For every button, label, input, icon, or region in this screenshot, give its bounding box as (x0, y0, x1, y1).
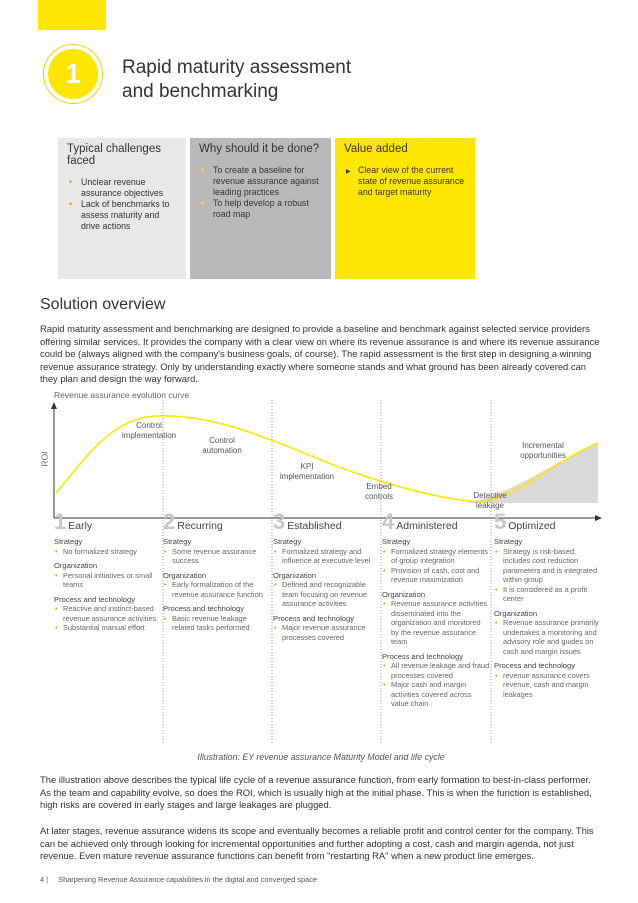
title-line-1: Rapid maturity assessment (122, 57, 352, 78)
stage-name: Established (287, 520, 342, 532)
value-box (335, 138, 475, 279)
organization-item: • Revenue assurance activities disseminated into the organization and monitored by the revenue assurance team (382, 599, 490, 647)
organization-heading: Organization (494, 608, 538, 618)
label-control-automation: Control automation (202, 436, 242, 455)
stage-early (54, 509, 162, 633)
closing-paragraph-1: The illustration above describes the typical life cycle of a revenue assurance function, from early formation to best-in-class performer. As the team and capability evolve, so does the ROI, which is usually high at the initial phase. This is when the function is established, high risks are covered in early stages and large leakages are plugged. (40, 774, 592, 811)
why-box (190, 138, 331, 279)
challenge-item: • Lack of benchmarks to assess maturity and drive actions (67, 199, 177, 232)
stage-number: 2 (163, 509, 176, 534)
process-item: • revenue assurance covers revenue, cash and margin leakages (494, 671, 602, 700)
process-item: • Reactive and instinct-based revenue assurance activities (54, 604, 162, 623)
y-axis-arrow (51, 402, 57, 409)
stage-name: Recurring (177, 520, 223, 532)
process-heading: Process and technology (494, 661, 576, 670)
yellow-tab (38, 0, 106, 30)
stage-administered (382, 509, 490, 709)
organization-heading: Organization (382, 589, 426, 599)
solution-title: Solution overview (40, 296, 166, 313)
stage-recurring (163, 509, 271, 633)
stage-number: 4 (382, 509, 395, 534)
label-detective-leakage: Detective leakage (473, 491, 507, 510)
why-item: • To help develop a robust road map (199, 198, 322, 220)
organization-item: • Personal initiatives or small teams (54, 571, 162, 590)
organization-heading: Organization (163, 570, 207, 580)
organization-item: • Defined and recognizable team focusing on revenue assurance activities (273, 580, 381, 609)
strategy-item: • No formalized strategy (54, 547, 162, 557)
label-control-implementation: Control implementation (121, 421, 177, 440)
label-incremental-opportunities: Incremental opportunities (520, 441, 566, 460)
organization-item: • Early formalization of the revenue assurance function (163, 580, 271, 599)
stage-number: 3 (273, 509, 286, 534)
value-title: Value added (344, 143, 408, 155)
why-title: Why should it be done? (199, 143, 320, 155)
strategy-item: • Provision of cash, cost and revenue maximization (382, 566, 490, 585)
strategy-item: • It is considered as a profit center (494, 585, 602, 604)
challenges-box (58, 138, 186, 279)
organization-heading: Organization (54, 561, 98, 570)
diagram-caption: Illustration: EY revenue assurance Maturity Model and life cycle (197, 752, 445, 762)
roi-label: ROI (39, 451, 50, 467)
process-item: • All revenue leakage and fraud processes covered (382, 661, 490, 680)
strategy-item: • Formalized strategy elements of group integration (382, 547, 490, 566)
footer-text: Sharpening Revenue Assurance capabilities in the digital and converged space (58, 875, 318, 884)
stage-name: Administered (396, 520, 458, 532)
strategy-heading: Strategy (382, 537, 411, 546)
evolution-diagram (36, 388, 606, 762)
title-line-2: and benchmarking (122, 81, 279, 102)
challenges-title: Typical challenges faced (67, 143, 161, 167)
strategy-heading: Strategy (163, 537, 192, 546)
page-footer (40, 875, 317, 884)
page-number: 4 | (40, 875, 49, 884)
process-item: • Basic revenue leakage related tasks performed (163, 614, 271, 633)
process-heading: Process and technology (382, 651, 464, 661)
section-number: 1 (65, 58, 81, 89)
organization-heading: Organization (273, 570, 317, 580)
why-item: • To create a baseline for revenue assurance against leading practices (199, 165, 322, 198)
value-item: ▶ Clear view of the current state of revenue assurance and target maturity (344, 165, 466, 198)
challenge-item: • Unclear revenue assurance objectives (67, 177, 177, 199)
stage-established (273, 509, 381, 642)
process-item: • Substantial manual effort (54, 623, 162, 633)
diagram-title: Revenue assurance evolution curve (54, 390, 190, 400)
label-embed-controls: Embed controls (364, 482, 393, 501)
stage-name: Optimized (508, 520, 556, 532)
strategy-heading: Strategy (54, 537, 83, 546)
closing-paragraph-2: At later stages, revenue assurance widens its scope and eventually becomes a reliable profit and control center for the company. This can be achieved only through looking for incremental opportunities and further adopting a cost, cash and margin agenda, not just revenue. Even mature revenue assurance functions can benefit from "restarting RA" when a new product line emerges. (40, 825, 594, 862)
stage-number: 5 (494, 509, 507, 534)
stage-name: Early (68, 520, 93, 532)
strategy-heading: Strategy (494, 537, 523, 546)
organization-item: • Revenue assurance primarily undertakes a monitoring and advisory role and guides on cash and margin issues (494, 618, 602, 656)
strategy-item: • Formalized strategy and influence at executive level (273, 547, 381, 566)
process-heading: Process and technology (54, 594, 136, 604)
stage-optimized (494, 509, 602, 699)
process-heading: Process and technology (273, 613, 355, 623)
strategy-heading: Strategy (273, 537, 302, 546)
label-kpi-implementation: KPI implementation (279, 462, 335, 481)
process-item: • Major revenue assurance processes covered (273, 623, 381, 642)
solution-intro: Rapid maturity assessment and benchmarking are designed to provide a baseline and benchmark against selected service providers offering similar services. It provides the company with a clear view on where its revenue assurance is and where its revenue assurance could be (always aligned with the company's business goals, of course). The rapid assessment is the first step in designing a winning revenue assurance strategy. Only by understanding exactly where someone stands and what ground has been already covered can they plan and design the way forward. (40, 323, 600, 385)
process-heading: Process and technology (163, 604, 245, 613)
strategy-item: • Some revenue assurance success (163, 547, 271, 566)
page-title (122, 56, 351, 104)
stage-number: 1 (54, 509, 67, 534)
strategy-item: • Strategy is risk-based, includes cost reduction parameters and is integrated within group (494, 547, 602, 585)
section-number-badge (44, 45, 102, 103)
process-item: • Major cash and margin activities covered across value chain (382, 680, 490, 709)
